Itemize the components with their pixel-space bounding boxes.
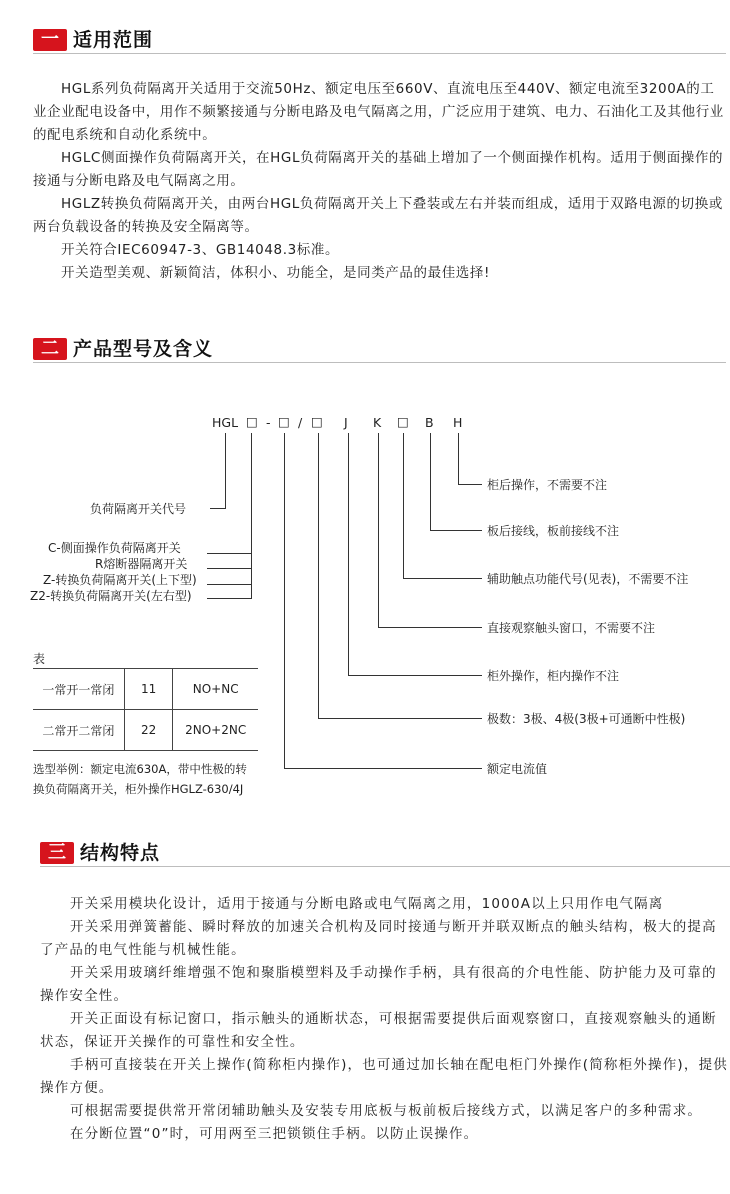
code-dash: - (266, 415, 271, 430)
connector-line (207, 568, 252, 569)
table-cell: 一常开一常闭 (33, 669, 124, 710)
label-variant-r: R熔断器隔离开关 (95, 557, 188, 571)
code-box-aux: □ (397, 414, 409, 429)
model-code-diagram (0, 400, 730, 820)
aux-contact-table (33, 668, 258, 751)
connector-line (318, 718, 482, 719)
label-variant-c: C-侧面操作负荷隔离开关 (48, 541, 181, 555)
example-line: 换负荷隔离开关，柜外操作HGLZ-630/4J (33, 782, 244, 796)
connector-line (378, 433, 379, 627)
section-number-badge: 二 (33, 338, 67, 360)
paragraph: 可根据需要提供常开常闭辅助触头及安装专用底板与板前板后接线方式，以满足客户的多种需求。 (70, 1103, 703, 1119)
label-variant-z: Z-转换负荷隔离开关(上下型) (43, 573, 197, 587)
paragraph: 开关造型美观、新颖简洁，体积小、功能全，是同类产品的最佳选择! (61, 265, 491, 281)
section-header-structure (40, 840, 730, 867)
paragraph: 在分断位置“0”时，可用两至三把锁锁住手柄。以防止误操作。 (70, 1126, 479, 1142)
label-b: 板后接线，板前接线不注 (487, 524, 620, 538)
code-b: B (425, 415, 434, 430)
table-row (33, 669, 258, 710)
connector-line (403, 433, 404, 578)
label-code-name: 负荷隔离开关代号 (90, 502, 187, 516)
paragraph: 开关正面设有标记窗口，指示触头的通断状态，可根据需要提供后面观察窗口，直接观察触头的通断状态，保证开关操作的可靠性和安全性。 (40, 1011, 717, 1050)
code-box-current: □ (278, 414, 290, 429)
section-header-model (33, 336, 726, 363)
connector-line (430, 433, 431, 530)
connector-line (348, 675, 482, 676)
connector-line (318, 433, 319, 718)
connector-line (225, 433, 226, 508)
connector-line (207, 598, 252, 599)
paragraph: 开关采用玻璃纤维增强不饱和聚脂模塑料及手动操作手柄，具有很高的介电性能、防护能力及可靠的操作安全性。 (40, 965, 717, 1004)
section-number-badge: 一 (33, 29, 67, 51)
section-title: 产品型号及含义 (73, 338, 214, 360)
section-title: 适用范围 (73, 29, 154, 51)
code-box-variant: □ (246, 414, 258, 429)
connector-line (403, 578, 482, 579)
paragraph: 开关采用弹簧蓄能、瞬时释放的加速关合机构及同时接通与断开并联双断点的触头结构，极大的提高了产品的电气性能与机械性能。 (40, 919, 717, 958)
connector-line (458, 433, 459, 484)
label-variant-z2: Z2-转换负荷隔离开关(左右型) (30, 589, 192, 603)
code-j: J (344, 415, 348, 430)
label-poles: 极数：3极、4极(3极+可通断中性极) (487, 712, 686, 726)
code-k: K (373, 415, 382, 430)
code-slash: / (298, 415, 303, 430)
connector-line (348, 433, 349, 675)
section-header-scope (33, 27, 726, 54)
label-j: 柜外操作，柜内操作不注 (487, 669, 620, 683)
paragraph: HGLZ转换负荷隔离开关，由两台HGL负荷隔离开关上下叠装或左右并装而组成，适用于双路电源的切换或两台负载设备的转换及安全隔离等。 (33, 196, 723, 235)
table-cell: 2NO+2NC (173, 710, 258, 751)
connector-line (207, 553, 252, 554)
label-h: 柜后操作，不需要不注 (487, 478, 608, 492)
connector-line (378, 627, 482, 628)
code-prefix: HGL (212, 415, 239, 430)
table-row (33, 710, 258, 751)
connector-line (430, 530, 482, 531)
connector-line (284, 433, 285, 768)
table-cell: 二常开二常闭 (33, 710, 124, 751)
table-title: 表 (33, 652, 46, 666)
table-cell: NO+NC (173, 669, 258, 710)
connector-line (210, 508, 226, 509)
code-box-poles: □ (311, 414, 323, 429)
connector-line (251, 433, 252, 598)
table-cell: 22 (124, 710, 173, 751)
label-aux: 辅助触点功能代号(见表)，不需要不注 (487, 572, 689, 586)
paragraph: 手柄可直接装在开关上操作(简称柜内操作)，也可通过加长轴在配电柜门外操作(简称柜外操作)，提供操作方便。 (40, 1057, 728, 1096)
paragraph: HGLC侧面操作负荷隔离开关，在HGL负荷隔离开关的基础上增加了一个侧面操作机构。适用于侧面操作的接通与分断电路及电气隔离之用。 (33, 150, 724, 189)
section-title: 结构特点 (80, 842, 161, 864)
section-number-badge: 三 (40, 842, 74, 864)
paragraph: HGL系列负荷隔离开关适用于交流50Hz、额定电压至660V、直流电压至440V、额定电流至3200A的工业企业配电设备中，用作不频繁接通与分断电路及电气隔离之用，广泛应用于建筑、电力、石油化工及其他行业的配电系统和自动化系统中。 (33, 81, 724, 143)
label-current: 额定电流值 (487, 762, 548, 776)
connector-line (458, 484, 482, 485)
structure-text (40, 893, 730, 1146)
label-k: 直接观察触头窗口，不需要不注 (487, 621, 656, 635)
scope-text (33, 78, 726, 285)
paragraph: 开关采用模块化设计，适用于接通与分断电路或电气隔离之用，1000A以上只用作电气隔离 (70, 896, 664, 912)
table-cell: 11 (124, 669, 173, 710)
connector-line (207, 584, 252, 585)
paragraph: 开关符合IEC60947-3、GB14048.3标准。 (61, 242, 340, 258)
connector-line (284, 768, 482, 769)
example-line: 选型举例：额定电流630A，带中性极的转 (33, 762, 247, 776)
code-h: H (453, 415, 463, 430)
